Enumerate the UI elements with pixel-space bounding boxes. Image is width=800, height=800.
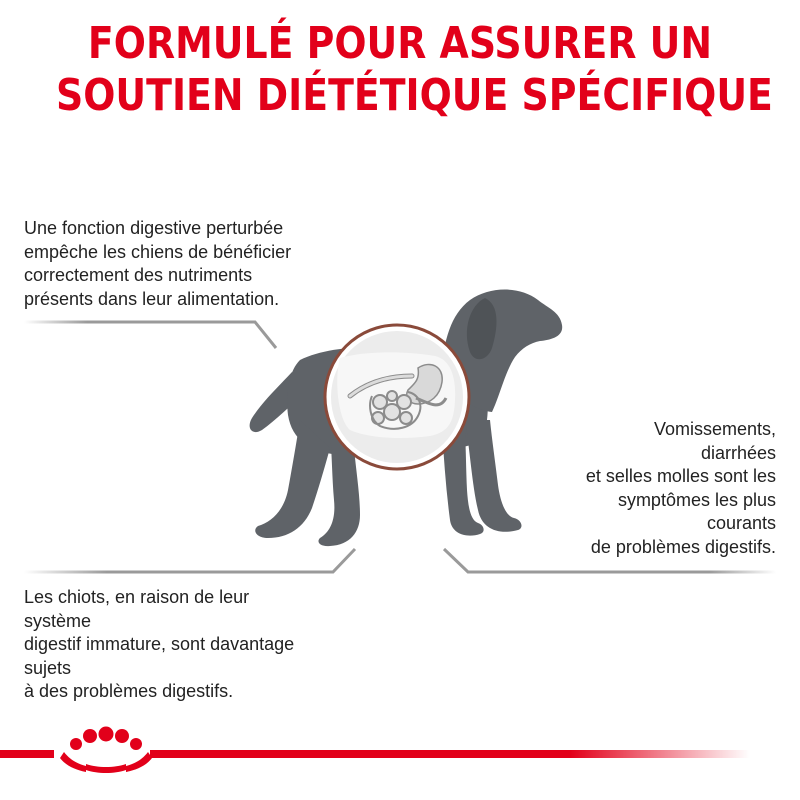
- callout-line: sujets: [24, 657, 72, 678]
- callout-line-top-left: [24, 322, 276, 348]
- callout-line: Une fonction digestive perturbée: [24, 218, 284, 238]
- callout-line-bottom-left: [24, 549, 355, 572]
- callout-line: système: [24, 610, 92, 631]
- callout-line: Vomissements,: [653, 419, 776, 439]
- callout-line: correctement des nutriments: [24, 265, 253, 285]
- callout-text-digestive-function: [24, 217, 344, 311]
- callout-text-symptoms: [540, 418, 776, 559]
- royal-canin-crown-logo: [60, 727, 152, 774]
- callout-line: courants: [706, 513, 776, 533]
- headline-line-1: FORMULÉ POUR ASSURER UN: [87, 18, 713, 69]
- callout-line: symptômes les plus: [617, 489, 776, 510]
- callout-line: empêche les chiens de bénéficier: [24, 241, 292, 262]
- callout-text-puppies: [24, 586, 344, 704]
- callout-line: et selles molles sont les: [585, 466, 776, 486]
- brand-band: [0, 750, 750, 758]
- callout-line: diarrhées: [700, 442, 776, 463]
- digestive-system-inset: [325, 325, 469, 469]
- callout-line: présents dans leur alimentation.: [24, 288, 280, 309]
- headline-line-2: SOUTIEN DIÉTÉTIQUE SPÉCIFIQUE: [56, 70, 773, 121]
- callout-line: à des problèmes digestifs.: [24, 681, 234, 701]
- callout-line: digestif immature, sont davantage: [24, 634, 295, 654]
- callout-line: Les chiots, en raison de leur: [24, 587, 250, 607]
- callout-line: de problèmes digestifs.: [590, 536, 776, 557]
